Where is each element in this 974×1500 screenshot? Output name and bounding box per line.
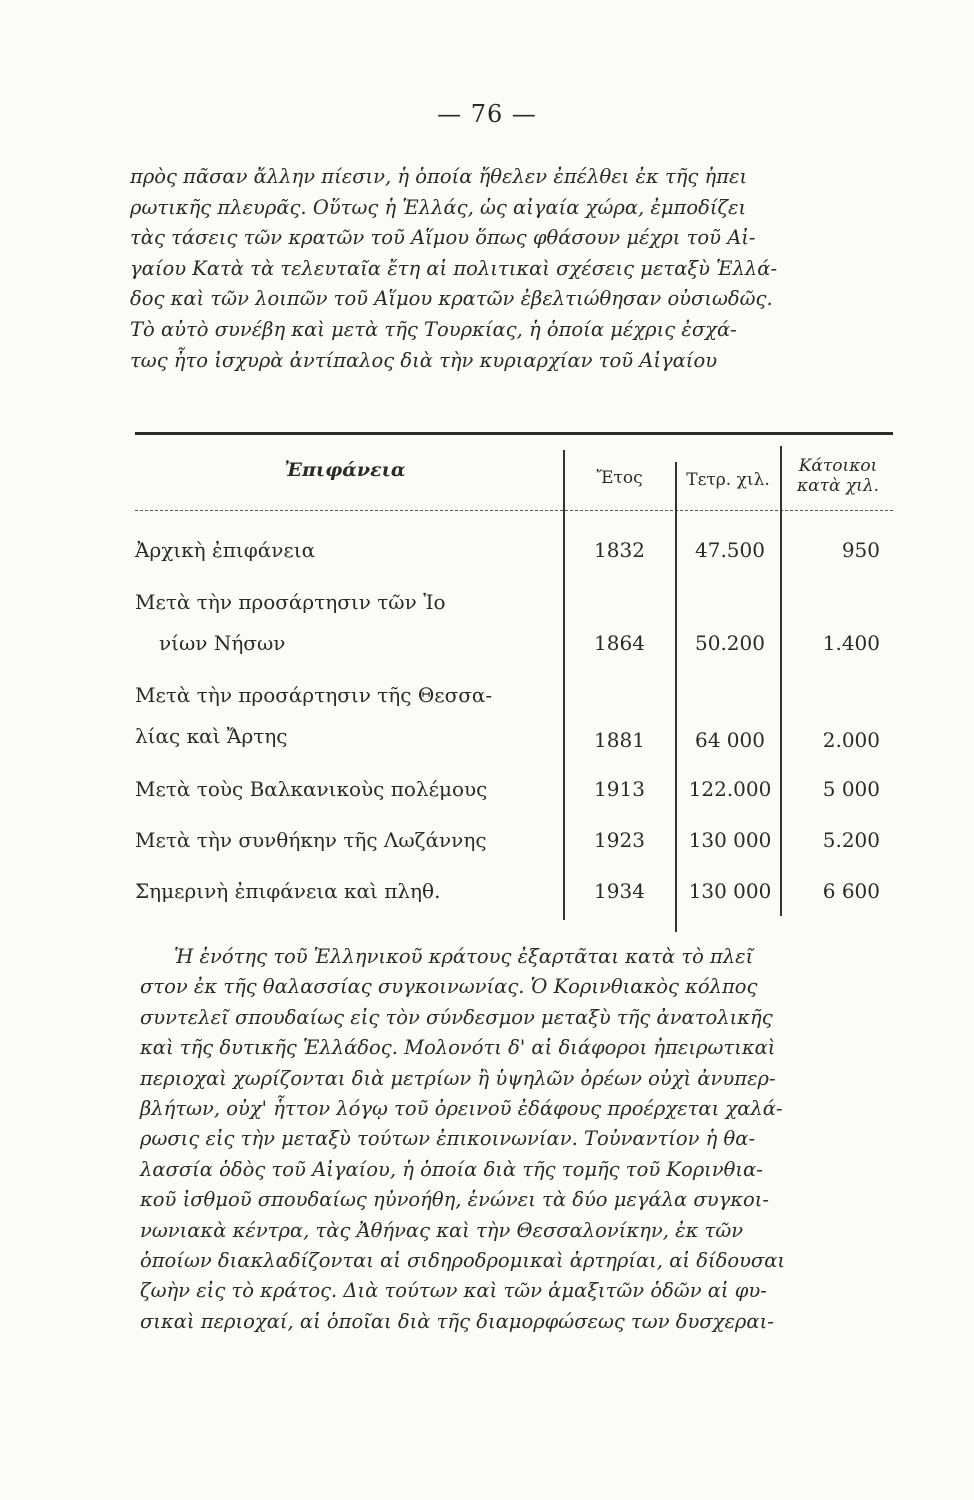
row-population: 5.200	[822, 828, 880, 852]
row-label-line: Μετὰ τὴν προσάρτησιν τῶν Ἰο	[135, 590, 446, 614]
row-sq-km: 64 000	[695, 728, 765, 752]
row-population: 5 000	[822, 777, 880, 801]
header-year: Ἔτος	[596, 468, 643, 488]
row-year: 1934	[594, 879, 645, 903]
row-population: 2.000	[822, 728, 880, 752]
row-label	[135, 871, 560, 912]
area-population-table	[135, 432, 893, 932]
row-label-line: Μετὰ τὴν συνθήκην τῆς Λωζάννης	[135, 828, 487, 852]
row-sq-km: 130 000	[688, 879, 772, 903]
row-population: 6 600	[822, 879, 880, 903]
table-top-rule	[135, 432, 893, 435]
text-line: ὁποίων διακλαδίζονται αἱ σιδηροδρομικαὶ ἀρτηρίαι, αἱ δίδουσαι	[140, 1249, 786, 1273]
row-sq-km: 122.000	[688, 777, 772, 801]
header-sq-km: Τετρ. χιλ.	[686, 470, 770, 490]
paragraph-intro	[130, 162, 890, 376]
text-line: ρωσις εἰς τὴν μεταξὺ τούτων ἐπικοινωνίαν. Τοὐναντίον ἡ θα-	[140, 1127, 756, 1151]
text-line: ρωτικῆς πλευρᾶς. Οὕτως ἡ Ἑλλάς, ὡς αἰγαία χώρα, ἐμποδίζει	[130, 195, 747, 219]
row-label	[135, 582, 560, 664]
text-line: σικαὶ περιοχαί, αἱ ὁποῖαι διὰ τῆς διαμορφώσεως των δυσχεραι-	[140, 1309, 774, 1333]
row-year: 1832	[594, 538, 645, 562]
header-population-line2: κατὰ χιλ.	[796, 476, 880, 496]
header-population-line1: Κάτοικοι	[798, 456, 878, 476]
text-line: στον ἐκ τῆς θαλασσίας συγκοινωνίας. Ὁ Κορινθιακὸς κόλπος	[140, 975, 758, 999]
header-population	[783, 456, 893, 496]
text-line: τὰς τάσεις τῶν κρατῶν τοῦ Αἵμου ὅπως φθάσουν μέχρι τοῦ Αἰ-	[130, 226, 756, 250]
text-line: Τὸ αὐτὸ συνέβη καὶ μετὰ τῆς Τουρκίας, ἡ ὁποία μέχρις ἐσχά-	[130, 317, 737, 341]
row-year: 1864	[594, 631, 645, 655]
text-line: κοῦ ἰσθμοῦ σπουδαίως ηὐνοήθη, ἑνώνει τὰ δύο μεγάλα συγκοι-	[140, 1188, 770, 1212]
row-sq-km: 50.200	[695, 631, 765, 655]
text-line: καὶ τῆς δυτικῆς Ἑλλάδος. Μολονότι δ' αἱ διάφοροι ἠπειρωτικαὶ	[140, 1036, 776, 1060]
page-number: — 76 —	[437, 100, 537, 128]
text-line: βλήτων, οὐχ' ἧττον λόγῳ τοῦ ὀρεινοῦ ἐδάφους προέρχεται χαλά-	[140, 1097, 783, 1121]
text-line: δος καὶ τῶν λοιπῶν τοῦ Αἵμου κρατῶν ἐβελτιώθησαν οὐσιωδῶς.	[130, 287, 773, 311]
row-label-line: Μετὰ τὴν προσάρτησιν τῆς Θεσσα-	[135, 683, 493, 707]
row-sq-km: 130 000	[688, 828, 772, 852]
paragraph-communications	[140, 942, 875, 1337]
row-label-line: Ἀρχικὴ ἐπιφάνεια	[135, 538, 316, 562]
row-label-line: λίας καὶ Ἄρτης	[135, 724, 288, 748]
row-label-line: Μετὰ τοὺς Βαλκανικοὺς πολέμους	[135, 777, 488, 801]
row-year: 1923	[594, 828, 645, 852]
row-label	[135, 530, 560, 571]
text-line: νωνιακὰ κέντρα, τὰς Ἀθήνας καὶ τὴν Θεσσαλονίκην, ἐκ τῶν	[140, 1218, 744, 1242]
row-label	[135, 769, 560, 810]
text-line: τως ἦτο ἰσχυρὰ ἀντίπαλος διὰ τὴν κυριαρχίαν τοῦ Αἰγαίου	[130, 348, 718, 372]
column-divider	[675, 462, 677, 932]
text-line: λασσία ὁδὸς τοῦ Αἰγαίου, ἡ ὁποία διὰ τῆς τομῆς τοῦ Κορινθια-	[140, 1157, 763, 1181]
text-line: Ἡ ἑνότης τοῦ Ἑλληνικοῦ κράτους ἐξαρτᾶται κατὰ τὸ πλεῖ	[174, 945, 754, 968]
row-year: 1881	[594, 728, 645, 752]
row-sq-km: 47.500	[695, 538, 765, 562]
text-line: γαίου Κατὰ τὰ τελευταῖα ἔτη αἱ πολιτικαὶ σχέσεις μεταξὺ Ἑλλά-	[130, 256, 778, 280]
text-line: ζωὴν εἰς τὸ κράτος. Διὰ τούτων καὶ τῶν ἁμαξιτῶν ὁδῶν αἱ φυ-	[140, 1279, 767, 1303]
text-line: συντελεῖ σπουδαίως εἰς τὸν σύνδεσμον μεταξὺ τῆς ἀνατολικῆς	[140, 1005, 773, 1029]
row-population: 950	[841, 538, 880, 562]
row-label-line: Σημερινὴ ἐπιφάνεια καὶ πληθ.	[135, 879, 441, 903]
row-year: 1913	[594, 777, 645, 801]
row-label	[135, 820, 560, 861]
column-divider	[563, 450, 565, 920]
text-line: περιοχαὶ χωρίζονται διὰ μετρίων ἢ ὑψηλῶν ὀρέων οὐχὶ ἀνυπερ-	[140, 1066, 776, 1090]
row-label-line: νίων Νήσων	[159, 631, 286, 655]
row-label	[135, 675, 560, 757]
text-line: πρὸς πᾶσαν ἄλλην πίεσιν, ἡ ὁποία ἤθελεν ἐπέλθει ἐκ τῆς ἠπει	[130, 165, 748, 188]
row-population: 1.400	[822, 631, 880, 655]
column-divider	[780, 446, 782, 916]
header-area: Ἐπιφάνεια	[284, 459, 406, 481]
